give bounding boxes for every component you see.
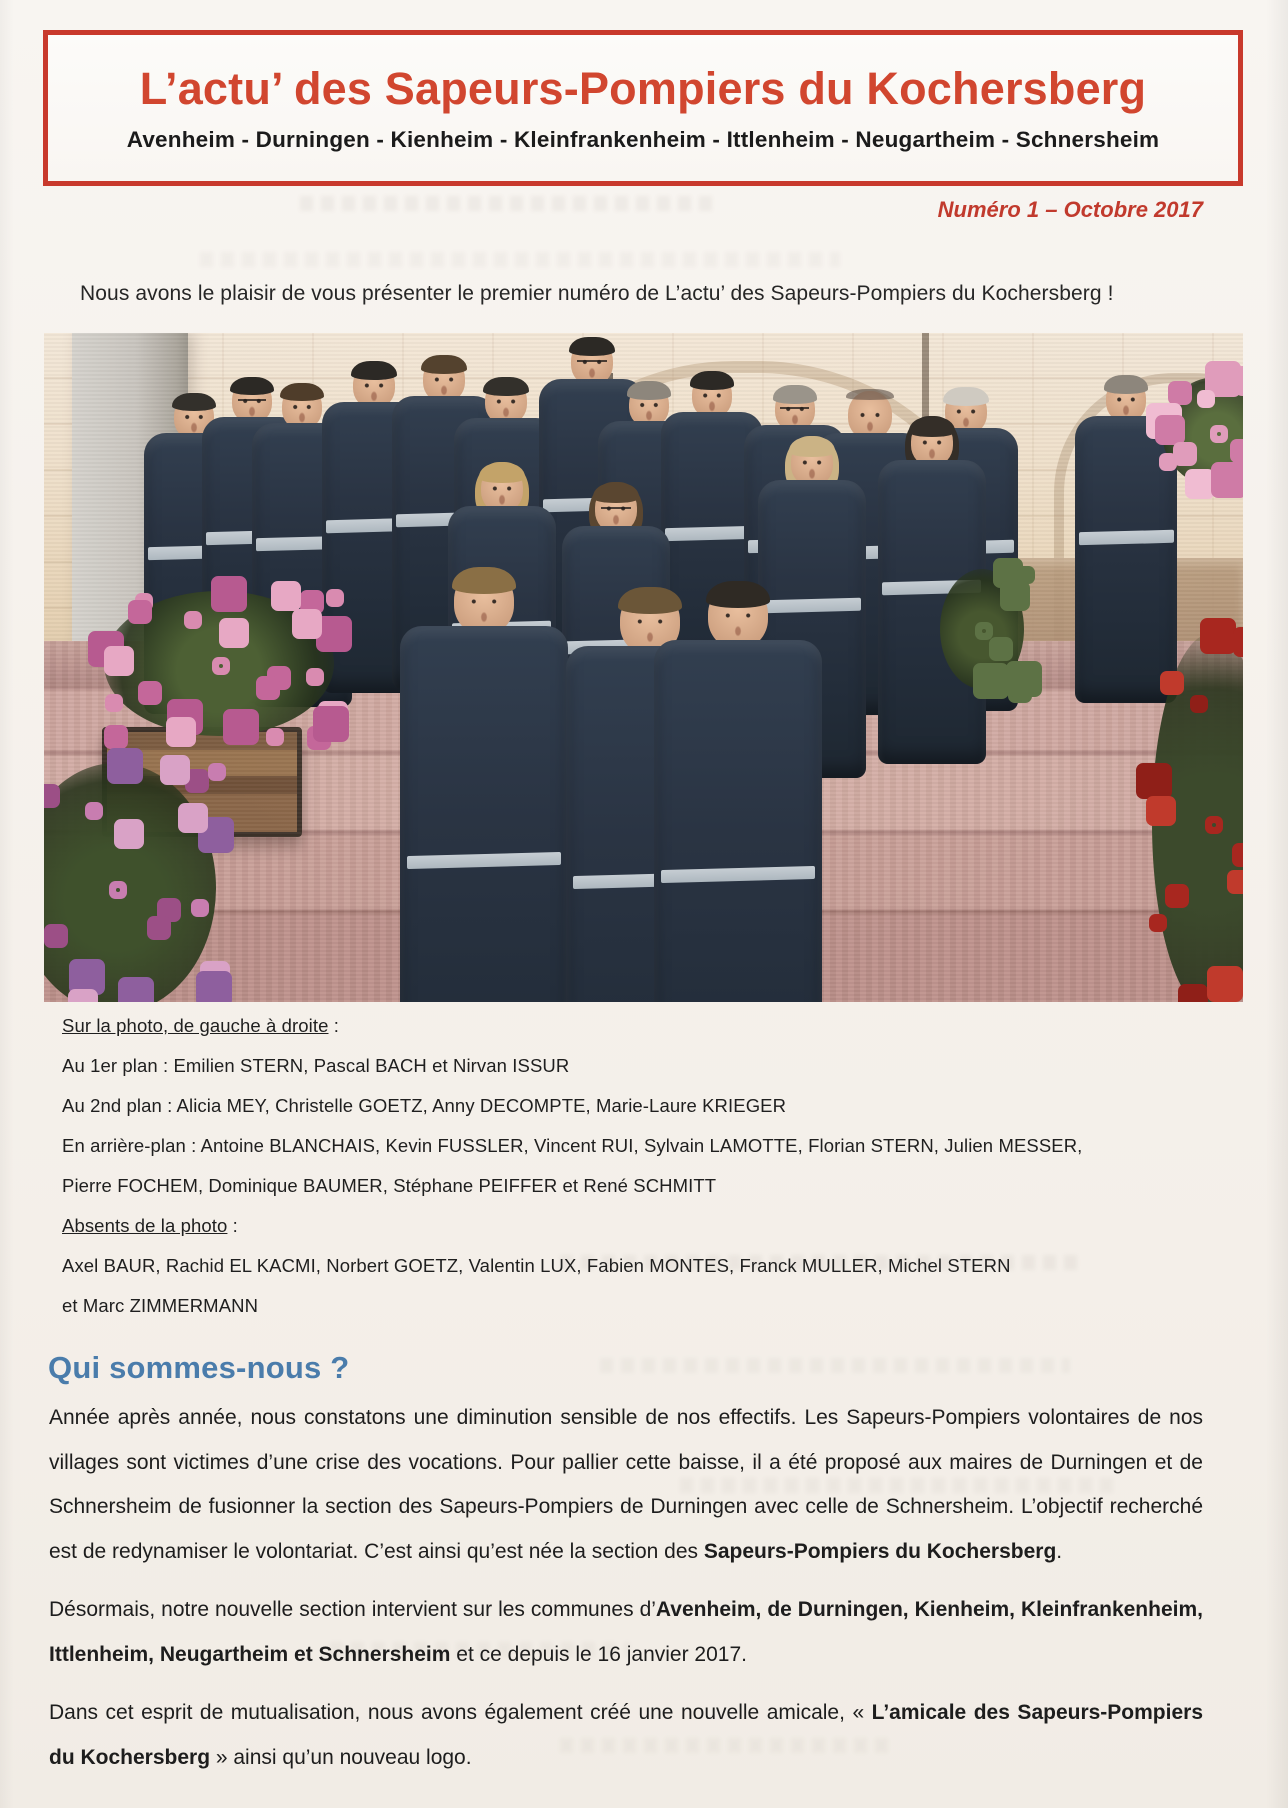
paragraph: Année après année, nous constatons une diminution sensible de nos effectifs. Les Sapeurs-Pompiers volontaires de nos villages sont victimes d’une crise des vocations. Pour pallier cette baisse, il a été proposé aux maires de Durningen et de Schnersheim de fusionner la section des Sapeurs-Pompiers de Durningen avec celle de Schnersheim. L’objectif recherché est de redynamiser le volontariat. C’est ainsi qu’est née la section des Sapeurs-Pompiers du Kochersberg. (49, 1406, 1203, 1563)
issue-number: Numéro 1 – Octobre 2017 (937, 197, 1203, 222)
section-body (49, 1396, 1203, 1794)
caption-line: Pierre FOCHEM, Dominique BAUMER, Stéphane PEIFFER et René SCHMITT (62, 1175, 717, 1196)
group-photo (44, 333, 1243, 1002)
flower-cluster (940, 569, 1024, 689)
photo-caption (62, 1006, 1242, 1326)
caption-line: et Marc ZIMMERMANN (62, 1295, 259, 1316)
bleedthrough-artifact (200, 252, 840, 267)
caption-line: Au 1er plan : Emilien STERN, Pascal BACH et Nirvan ISSUR (62, 1055, 570, 1076)
bleedthrough-artifact (600, 1358, 1070, 1373)
caption-line: Sur la photo, de gauche à droite : (62, 1015, 339, 1036)
caption-line: En arrière-plan : Antoine BLANCHAIS, Kevin FUSSLER, Vincent RUI, Sylvain LAMOTTE, Florian STERN, Julien MESSER, (62, 1135, 1083, 1156)
newsletter-subtitle: Avenheim - Durningen - Kienheim - Kleinfrankenheim - Ittlenheim - Neugartheim - Schnersheim (126, 126, 1160, 152)
flower-cluster (104, 591, 334, 736)
section-heading: Qui sommes-nous ? (48, 1350, 350, 1385)
caption-line: Absents de la photo : (62, 1215, 238, 1236)
newsletter-title: L’actu’ des Sapeurs-Pompiers du Kochersberg (139, 63, 1147, 115)
paragraph: Dans cet esprit de mutualisation, nous avons également créé une nouvelle amicale, « L’amicale des Sapeurs-Pompiers du Kochersberg » ainsi qu’un nouveau logo. (49, 1701, 1203, 1769)
intro-sentence: Nous avons le plaisir de vous présenter le premier numéro de L’actu’ des Sapeurs-Pompiers du Kochersberg ! (80, 282, 1114, 305)
caption-line: Au 2nd plan : Alicia MEY, Christelle GOETZ, Anny DECOMPTE, Marie-Laure KRIEGER (62, 1095, 787, 1116)
paragraph: Désormais, notre nouvelle section intervient sur les communes d’Avenheim, de Durningen, Kienheim, Kleinfrankenheim, Ittlenheim, Neugartheim et Schnersheim et ce depuis le 16 janvier 2017. (49, 1598, 1203, 1666)
caption-line: Axel BAUR, Rachid EL KACMI, Norbert GOETZ, Valentin LUX, Fabien MONTES, Franck MULLER, Michel STERN (62, 1255, 1011, 1276)
masthead-box (43, 30, 1243, 186)
bleedthrough-artifact (300, 196, 720, 211)
